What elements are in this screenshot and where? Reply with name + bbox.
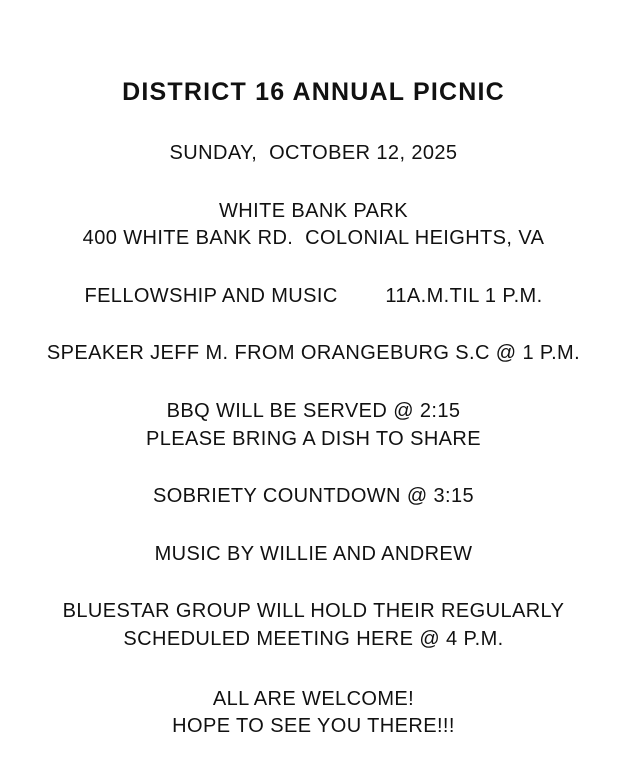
sobriety-countdown: SOBRIETY COUNTDOWN @ 3:15: [152, 485, 475, 508]
bring-a-dish-note: PLEASE BRING A DISH TO SHARE: [145, 427, 482, 450]
event-date-block: [30, 140, 597, 168]
bluestar-meeting-line-1: BLUESTAR GROUP WILL HOLD THEIR REGULARLY: [62, 600, 565, 623]
bluestar-meeting-line-2: SCHEDULED MEETING HERE @ 4 P.M.: [123, 627, 504, 650]
sobriety-block: [30, 483, 597, 511]
bbq-service-time: BBQ WILL BE SERVED @ 2:15: [166, 399, 461, 422]
all-are-welcome: ALL ARE WELCOME!: [212, 687, 415, 710]
fellowship-and-music: FELLOWSHIP AND MUSIC 11A.M.TIL 1 P.M.: [84, 284, 543, 307]
bluestar-block: [30, 598, 597, 653]
speaker-info: SPEAKER JEFF M. FROM ORANGEBURG S.C @ 1 P.M.: [46, 342, 581, 365]
hope-to-see-you: HOPE TO SEE YOU THERE!!!: [172, 715, 455, 738]
music-block: [30, 541, 597, 569]
venue-name: WHITE BANK PARK: [219, 199, 408, 222]
speaker-block: [30, 340, 597, 368]
bbq-block: [30, 398, 597, 453]
fellowship-block: [30, 283, 597, 311]
page-title: DISTRICT 16 ANNUAL PICNIC: [122, 78, 505, 106]
event-date: SUNDAY, OCTOBER 12, 2025: [169, 142, 458, 164]
music-performers: MUSIC BY WILLIE AND ANDREW: [154, 542, 473, 565]
venue-address: 400 WHITE BANK RD. COLONIAL HEIGHTS, VA: [82, 227, 545, 250]
venue-block: [30, 198, 597, 253]
welcome-block: [30, 686, 597, 741]
